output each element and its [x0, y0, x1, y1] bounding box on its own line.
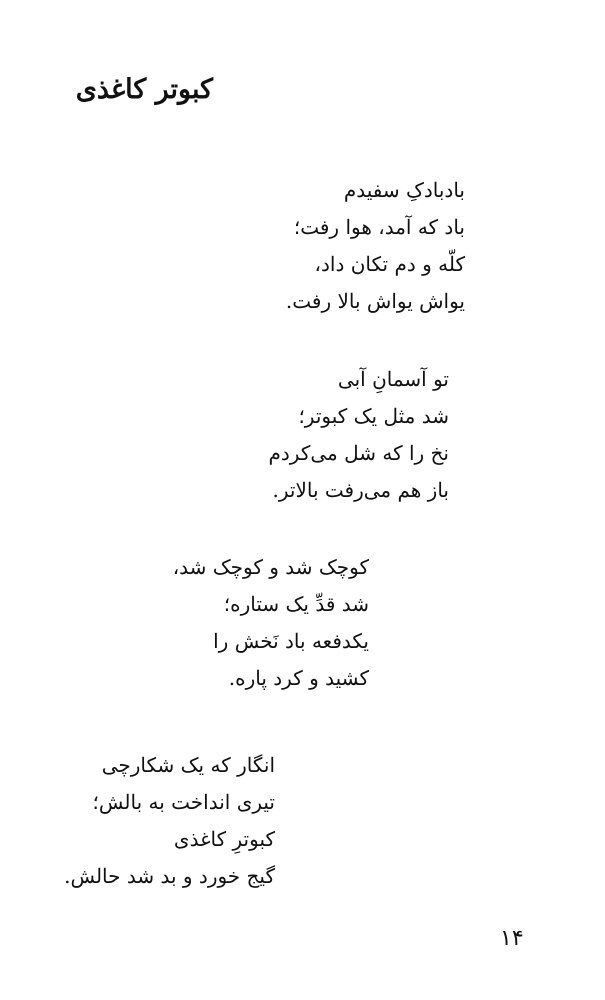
- poem-line: یواش یواش بالا رفت.: [285, 289, 465, 313]
- poem-line: کبوترِ کاغذی: [173, 827, 275, 851]
- poem-line: باز هم می‌رفت بالاتر.: [272, 478, 449, 502]
- stanza-4: [64, 747, 275, 895]
- poem-line: شد مثل یک کبوتر؛: [298, 404, 449, 428]
- stanza-1: [286, 172, 465, 320]
- poem-line: کوچک شد و کوچک شد،: [172, 555, 369, 579]
- poem-line: انگار که یک شکارچی: [101, 753, 275, 777]
- poem-line: یکدفعه باد نَخش را: [213, 629, 369, 653]
- poem-line: کلّه و دم تکان داد،: [314, 252, 465, 276]
- poem-line: تو آسمانِ آبی: [337, 367, 449, 391]
- poem-line: گیج خورد و بد شد حالش.: [64, 864, 275, 888]
- stanza-2: [269, 361, 450, 509]
- poem-title: کبوتر کاغذی: [75, 74, 213, 105]
- poem-line: باد که آمد، هوا رفت؛: [293, 215, 465, 239]
- page-number: ۱۴: [500, 926, 524, 951]
- poem-line: تیری انداخت به بالش؛: [92, 790, 275, 814]
- poem-line: نخ را که شل می‌کردم: [268, 441, 449, 465]
- poem-line: بادبادکِ سفیدم: [343, 178, 465, 202]
- poem-line: شد قدِّ یک ستاره؛: [223, 592, 369, 616]
- stanza-3: [173, 549, 369, 697]
- poem-line: کشید و کرد پاره.: [228, 666, 369, 690]
